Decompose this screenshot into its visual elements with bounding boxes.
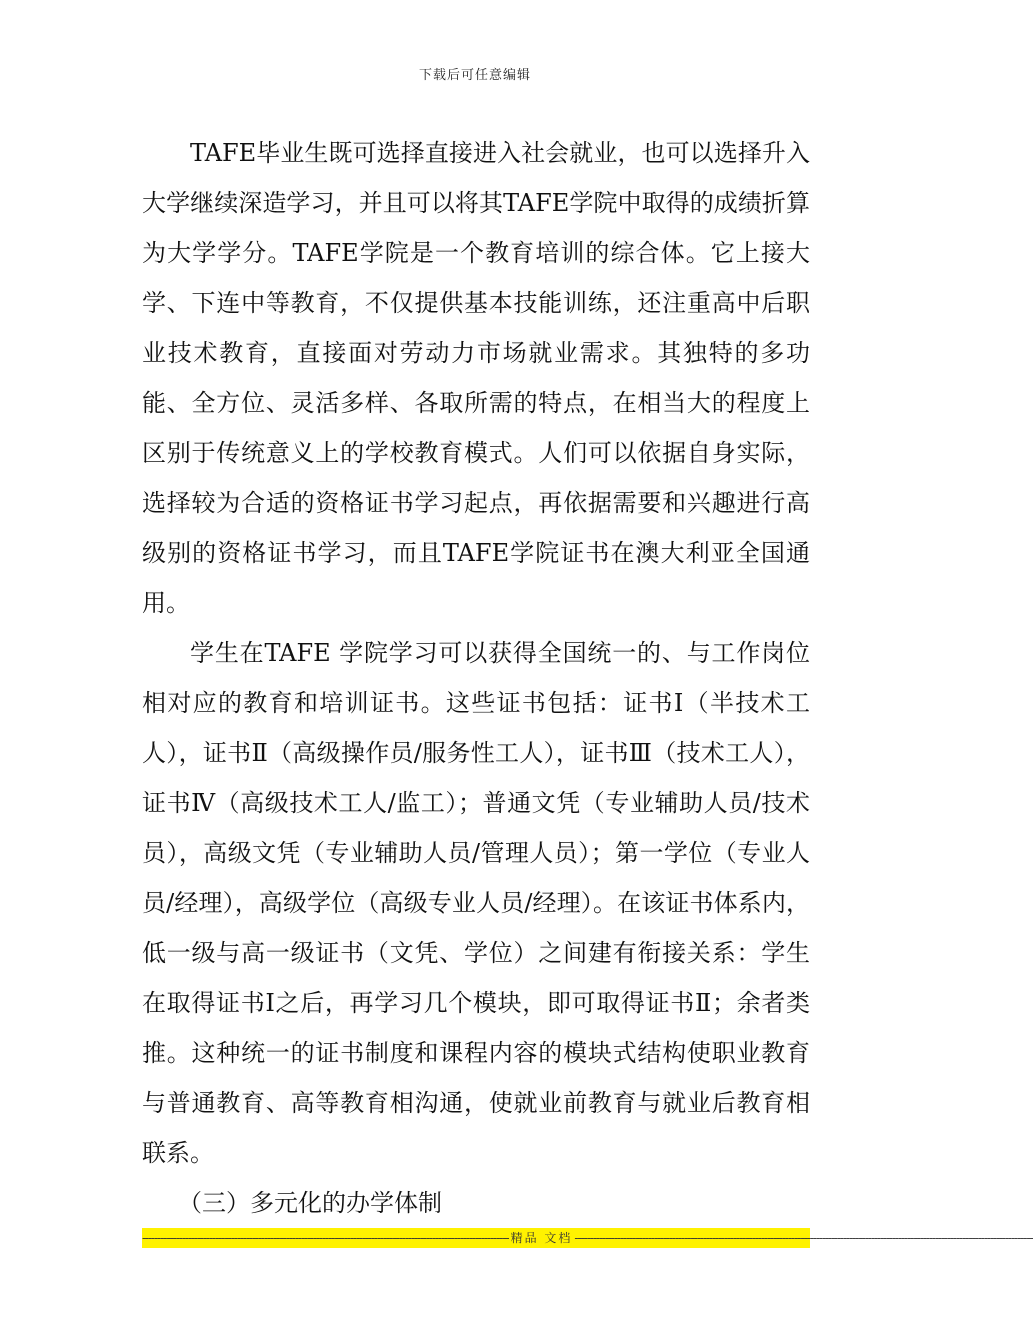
- page-header: 下载后可任意编辑: [418, 68, 531, 83]
- paragraph-tafe-overview: TAFE毕业生既可选择直接进入社会就业，也可以选择升入大学继续深造学习，并且可以将其TAFE学院中取得的成绩折算为大学学分。TAFE学院是一个教育培训的综合体。它上接大学、下连中等教育，不仅提供基本技能训练，还注重高中后职业技术教育，直接面对劳动力市场就业需求。其独特的多功能、全方位、灵活多样、各取所需的特点，在相当大的程度上区别于传统意义上的学校教育模式。人们可以依据自身实际，选择较为合适的资格证书学习起点，再依据需要和兴趣进行高级别的资格证书学习，而且TAFE学院证书在澳大利亚全国通用。: [142, 139, 810, 617]
- footer-dashes-left: ------------------------------------------------------------------------------------------------------------------------: [142, 1231, 509, 1245]
- footer-dashes-right: ------------------------------------------------------------------------------------------------------------------------------------------------------: [574, 1231, 1033, 1245]
- footer-banner: [142, 1228, 1033, 1248]
- section-heading: （三）多元化的办学体制: [178, 1189, 442, 1217]
- footer-label: 精品 文档: [510, 1231, 573, 1245]
- paragraph-tafe-certificates: 学生在TAFE 学院学习可以获得全国统一的、与工作岗位相对应的教育和培训证书。这些证书包括：证书Ⅰ（半技术工人），证书Ⅱ（高级操作员/服务性工人），证书Ⅲ（技术工人），证书Ⅳ（高级技术工人/监工）；普通文凭（专业辅助人员/技术员），高级文凭（专业辅助人员/管理人员）；第一学位（专业人员/经理），高级学位（高级专业人员/经理）。在该证书体系内，低一级与高一级证书（文凭、学位）之间建有衔接关系：学生在取得证书Ⅰ之后，再学习几个模块，即可取得证书Ⅱ；余者类推。这种统一的证书制度和课程内容的模块式结构使职业教育与普通教育、高等教育相沟通，使就业前教育与就业后教育相联系。: [142, 639, 810, 1167]
- document-body: [142, 128, 810, 1228]
